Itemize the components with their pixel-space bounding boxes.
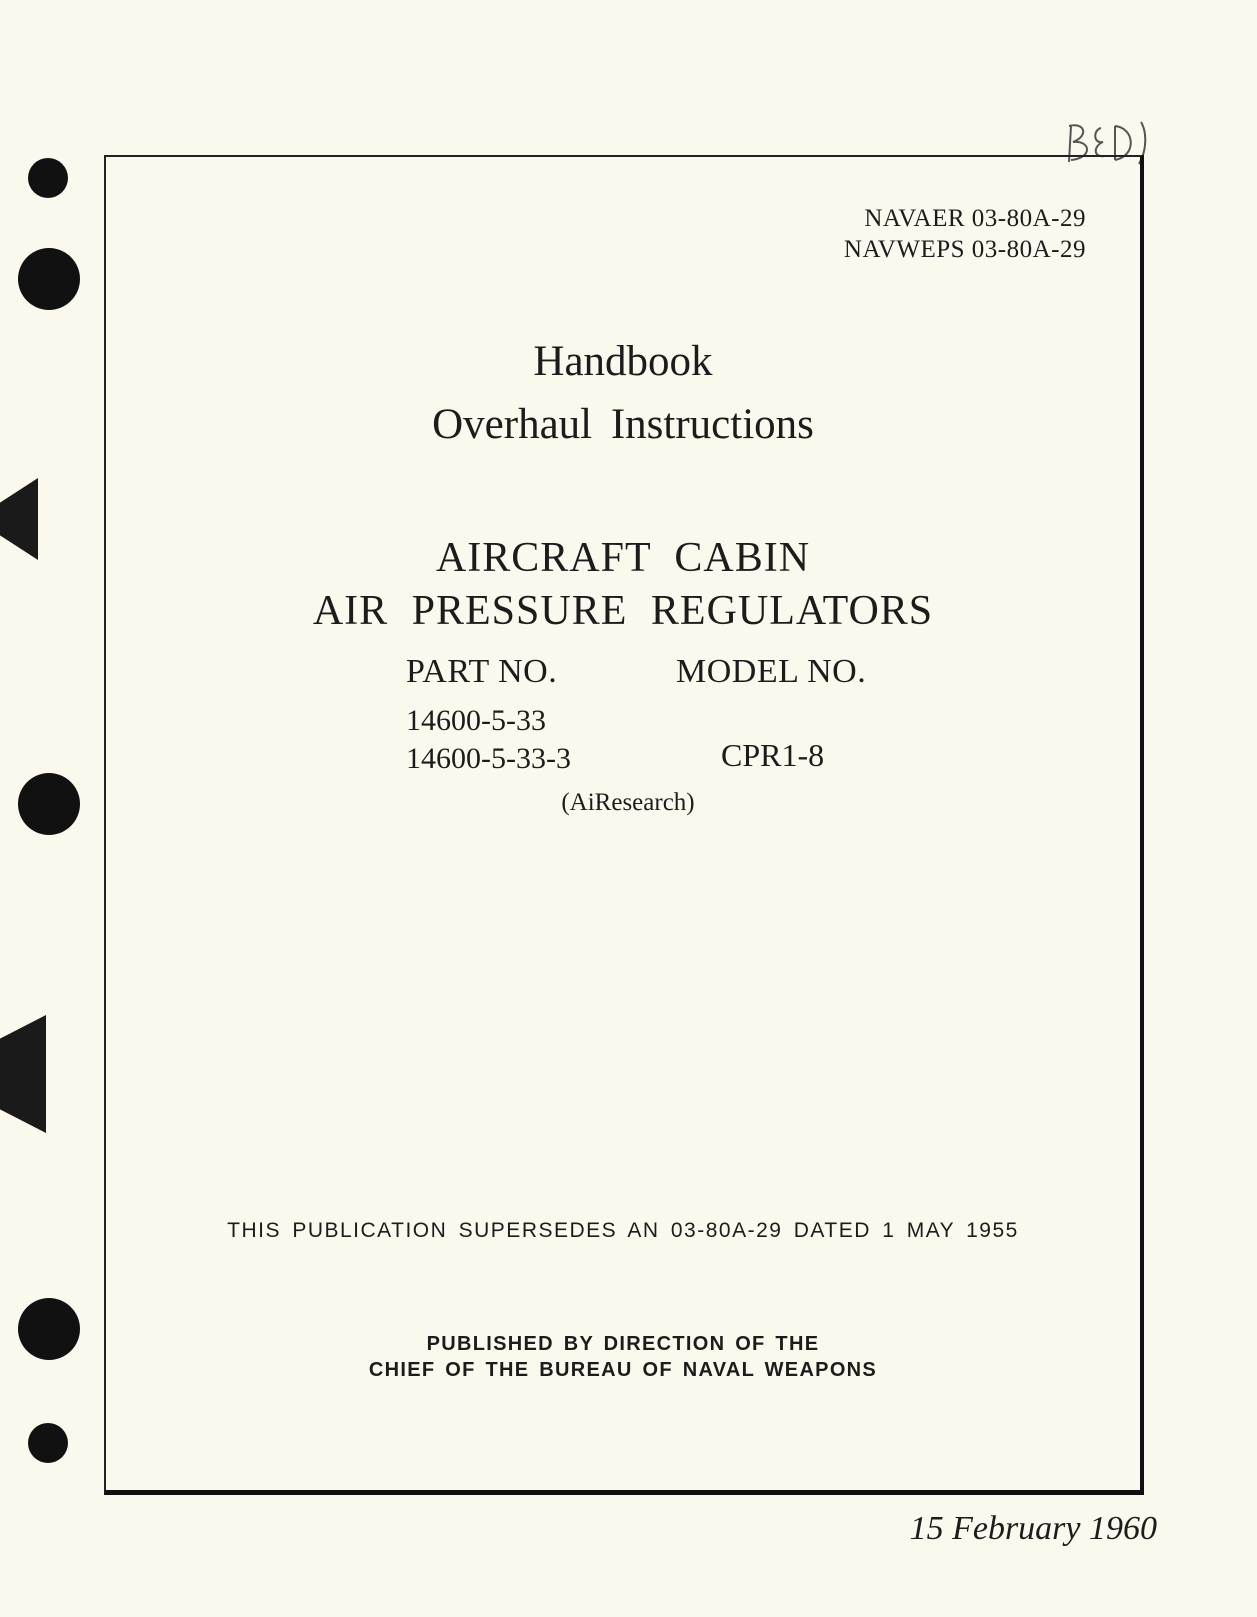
navweps-number: NAVWEPS 03-80A-29 — [843, 236, 1086, 263]
model-no-header: MODEL NO. — [676, 653, 867, 690]
document-numbers — [844, 203, 1086, 265]
manufacturer: (AiResearch) — [561, 789, 695, 816]
published-by-line-2: CHIEF OF THE BUREAU OF NAVAL WEAPONS — [368, 1359, 878, 1381]
binder-hole — [28, 158, 68, 198]
handbook-heading: Handbook — [533, 338, 713, 385]
part-number-2: 14600-5-33-3 — [406, 742, 571, 775]
binder-hole — [18, 248, 80, 310]
title-line-2: AIR PRESSURE REGULATORS — [312, 588, 934, 634]
publication-date: 15 February 1960 — [909, 1510, 1157, 1547]
scan-edge-mark — [0, 1015, 46, 1133]
binder-hole — [18, 1298, 80, 1360]
overhaul-instructions-heading: Overhaul Instructions — [432, 401, 814, 448]
part-no-header: PART NO. — [406, 653, 558, 690]
navaer-number: NAVAER 03-80A-29 — [864, 205, 1086, 232]
part-number-1: 14600-5-33 — [406, 704, 546, 737]
scan-edge-mark — [0, 478, 38, 560]
supersedes-notice: THIS PUBLICATION SUPERSEDES AN 03-80A-29 DATED 1 MAY 1955 — [227, 1219, 1019, 1242]
published-by-line-1: PUBLISHED BY DIRECTION OF THE — [426, 1333, 820, 1355]
cover-frame — [104, 155, 1144, 1495]
binder-hole — [28, 1423, 68, 1463]
binder-hole — [18, 773, 80, 835]
title-line-1: AIRCRAFT CABIN — [435, 535, 811, 581]
model-number: CPR1-8 — [721, 737, 825, 773]
